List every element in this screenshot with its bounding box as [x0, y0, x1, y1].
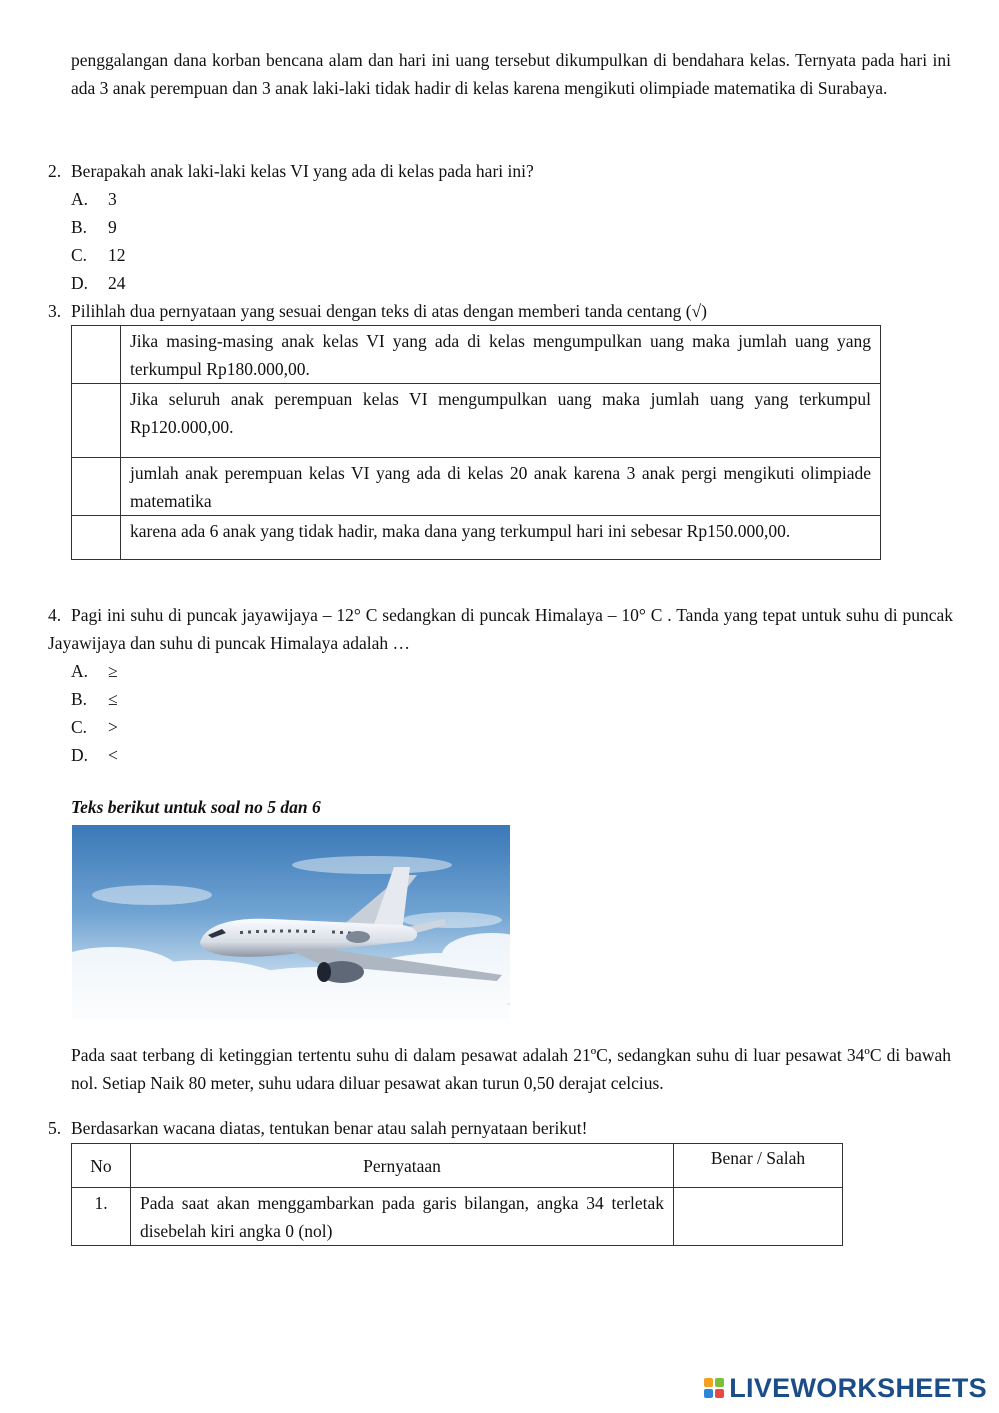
- logo-icon: [704, 1378, 724, 1398]
- logo-text: LIVEWORKSHEETS: [729, 1372, 987, 1403]
- option-a[interactable]: A. 3: [71, 189, 117, 209]
- option-b[interactable]: B. 9: [71, 217, 117, 237]
- table-row: [72, 384, 881, 458]
- statement-cell: Pada saat akan menggambarkan pada garis bilangan, angka 34 terletak disebelah kiri angka 0 (nol): [131, 1188, 674, 1246]
- table-row: [72, 326, 881, 384]
- question-number: 5.: [48, 1118, 62, 1138]
- question-2: [48, 157, 953, 185]
- intro-paragraph: penggalangan dana korban bencana alam dan hari ini uang tersebut dikumpulkan di bendahara kelas. Ternyata pada hari ini ada 3 anak perempuan dan 3 anak laki-laki tidak hadir di kelas karena mengikuti olimpiade matematika di Surabaya.: [71, 50, 951, 98]
- column-header-answer: Benar / Salah: [674, 1144, 843, 1188]
- option-b[interactable]: B. ≤: [71, 689, 118, 709]
- answer-cell[interactable]: [674, 1188, 843, 1246]
- question-number: 3.: [48, 301, 62, 321]
- checkbox-cell[interactable]: [72, 326, 121, 384]
- option-c[interactable]: C. 12: [71, 245, 126, 265]
- table-row: [72, 1188, 843, 1246]
- statement-cell: Jika masing-masing anak kelas VI yang ada di kelas mengumpulkan uang maka jumlah uang yang terkumpul Rp180.000,00.: [121, 326, 881, 384]
- statement-cell: karena ada 6 anak yang tidak hadir, maka dana yang terkumpul hari ini sebesar Rp150.000,00.: [121, 516, 881, 560]
- statement-cell: jumlah anak perempuan kelas VI yang ada di kelas 20 anak karena 3 anak pergi mengikuti olimpiade matematika: [121, 458, 881, 516]
- true-false-table: [71, 1143, 843, 1246]
- passage-paragraph: Pada saat terbang di ketinggian tertentu suhu di dalam pesawat adalah 21ºC, sedangkan suhu di luar pesawat 34ºC di bawah nol. Setiap Naik 80 meter, suhu udara diluar pesawat akan turun 0,50 derajat celcius.: [71, 1045, 951, 1093]
- question-number: 2.: [48, 161, 62, 181]
- table-row: [72, 458, 881, 516]
- question-text: Pagi ini suhu di puncak jayawijaya – 12° C sedangkan di puncak Himalaya – 10° C . Tanda yang tepat untuk suhu di puncak Jayawijaya dan suhu di puncak Himalaya adalah …: [48, 605, 953, 653]
- option-a[interactable]: A. ≥: [71, 661, 118, 681]
- row-number: 1.: [72, 1188, 131, 1246]
- column-header-no: No: [72, 1144, 131, 1188]
- checkbox-cell[interactable]: [72, 384, 121, 458]
- question-text: Pilihlah dua pernyataan yang sesuai dengan teks di atas dengan memberi tanda centang (√): [71, 301, 707, 321]
- table-header-row: [72, 1144, 843, 1188]
- question-text: Berapakah anak laki-laki kelas VI yang ada di kelas pada hari ini?: [71, 161, 534, 181]
- option-d[interactable]: D. 24: [71, 273, 126, 293]
- question-2-options: [71, 185, 126, 297]
- question-number: 4.: [48, 605, 62, 625]
- section-heading: Teks berikut untuk soal no 5 dan 6: [71, 797, 321, 817]
- question-text: Berdasarkan wacana diatas, tentukan benar atau salah pernyataan berikut!: [71, 1118, 588, 1138]
- question-3: [48, 297, 953, 325]
- column-header-statement: Pernyataan: [131, 1144, 674, 1188]
- checkbox-cell[interactable]: [72, 458, 121, 516]
- question-4: [48, 601, 953, 657]
- option-d[interactable]: D. <: [71, 745, 118, 765]
- statement-cell: Jika seluruh anak perempuan kelas VI mengumpulkan uang maka jumlah uang yang terkumpul Rp120.000,00.: [121, 384, 881, 458]
- airplane-image: [72, 825, 510, 1019]
- checkbox-cell[interactable]: [72, 516, 121, 560]
- option-c[interactable]: C. >: [71, 717, 118, 737]
- question-4-options: [71, 657, 118, 769]
- liveworksheets-logo: [704, 1371, 987, 1405]
- statement-checklist-table: [71, 325, 881, 560]
- table-row: [72, 516, 881, 560]
- question-5: [48, 1114, 953, 1142]
